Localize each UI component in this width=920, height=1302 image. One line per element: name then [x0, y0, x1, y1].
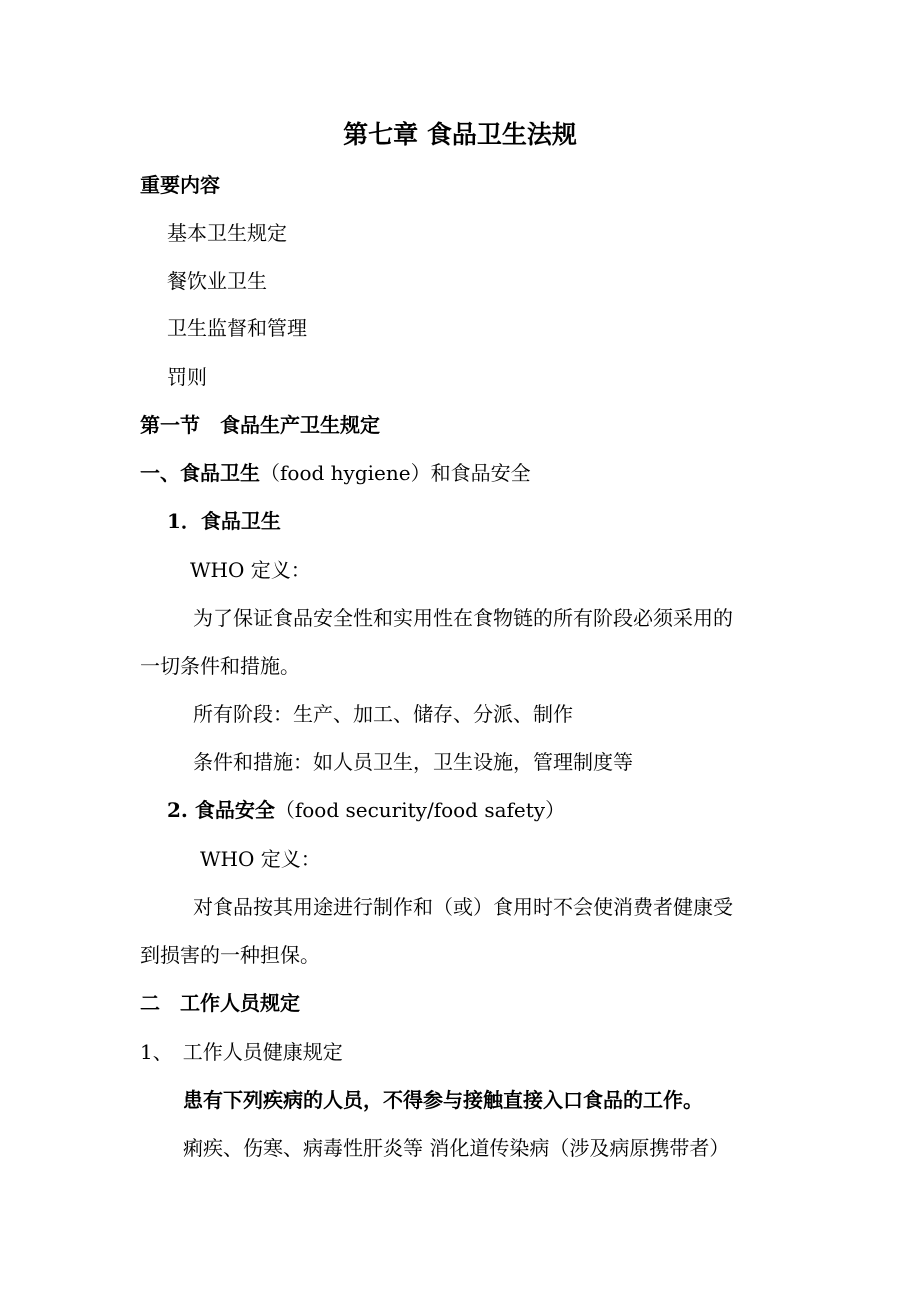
sub2-heading-rest: （food security/food safety） [274, 798, 566, 822]
part1-heading-rest: （food hygiene）和食品安全 [260, 461, 531, 485]
part1-heading [140, 460, 531, 486]
stages-text: 所有阶段：生产、加工、储存、分派、制作 [193, 702, 573, 726]
key-content-item: 罚则 [167, 365, 207, 389]
key-content-heading: 重要内容 [140, 173, 220, 197]
key-content-item: 基本卫生规定 [167, 221, 287, 245]
health-rule-text: 患有下列疾病的人员，不得参与接触直接入口食品的工作。 [183, 1088, 703, 1112]
sub2-heading-bold: 2. 食品安全 [167, 798, 275, 822]
definition-text: 对食品按其用途进行制作和（或）食用时不会使消费者健康受 [193, 895, 733, 919]
who-definition-label: WHO 定义： [200, 847, 321, 871]
disease-list-text: 痢疾、伤寒、病毒性肝炎等 消化道传染病（涉及病原携带者） [183, 1136, 730, 1160]
who-definition-label: WHO 定义： [190, 558, 311, 582]
measures-text: 条件和措施：如人员卫生，卫生设施，管理制度等 [193, 750, 633, 774]
part2-sub1-heading: 1、 工作人员健康规定 [140, 1040, 343, 1064]
section-heading: 第一节 食品生产卫生规定 [140, 413, 380, 437]
definition-text: 为了保证食品安全性和实用性在食物链的所有阶段必须采用的 [193, 606, 733, 630]
chapter-title: 第七章 食品卫生法规 [343, 120, 577, 149]
definition-text: 到损害的一种担保。 [140, 943, 320, 967]
part2-heading: 二 工作人员规定 [140, 991, 300, 1015]
sub2-heading [167, 797, 565, 823]
definition-text: 一切条件和措施。 [140, 654, 300, 678]
key-content-item: 卫生监督和管理 [167, 316, 307, 340]
sub1-heading: 1．食品卫生 [167, 509, 281, 533]
key-content-item: 餐饮业卫生 [167, 269, 267, 293]
part1-heading-bold: 一、食品卫生 [140, 461, 260, 485]
